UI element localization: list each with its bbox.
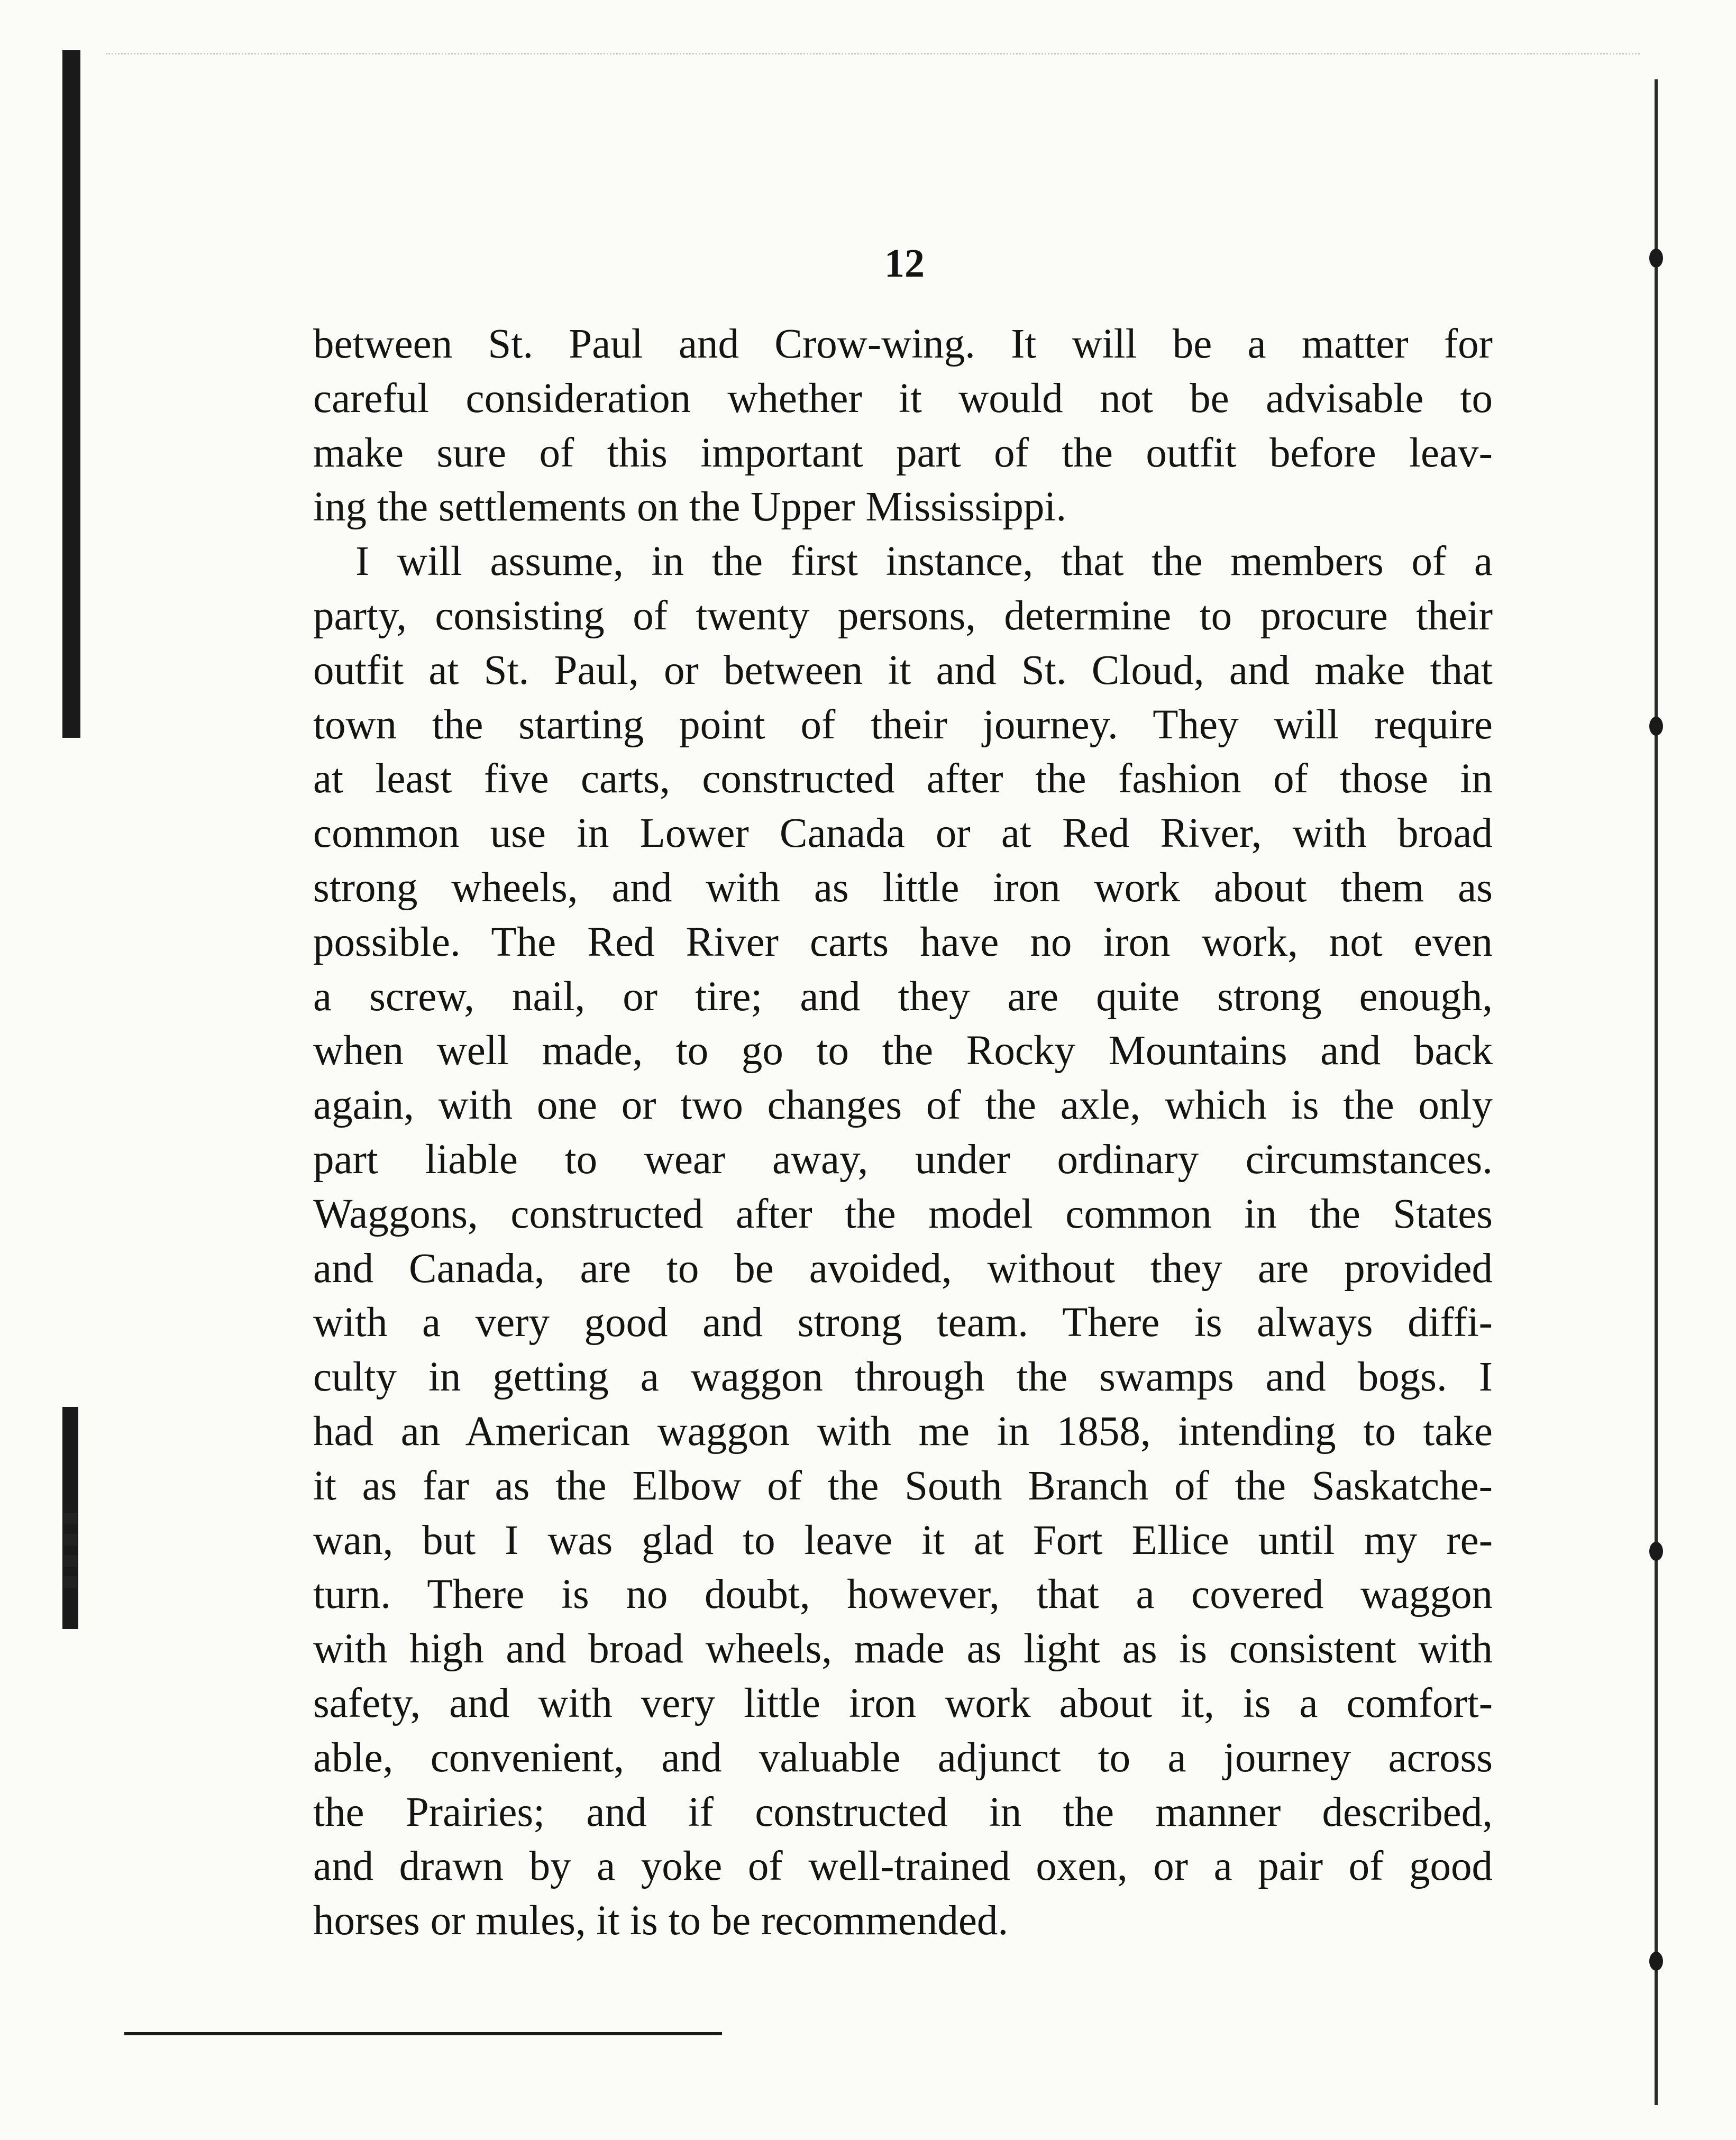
- scan-left-binding-shadow: [62, 50, 80, 738]
- text-line: make sure of this important part of the outfit before leav-: [313, 429, 1493, 476]
- text-line: outfit at St. Paul, or between it and St. Cloud, and make that: [313, 647, 1493, 693]
- scan-right-edge-knot: [1649, 249, 1663, 268]
- text-line: at least five carts, constructed after the fashion of those in: [313, 756, 1493, 802]
- scan-speck: [63, 1576, 77, 1588]
- page-number: 12: [884, 241, 925, 286]
- text-line: horses or mules, it is to be recommended.: [313, 1898, 1009, 1944]
- scan-speck: [63, 1555, 77, 1567]
- scan-speck: [63, 1513, 77, 1524]
- text-line: Waggons, constructed after the model common in the States: [313, 1191, 1493, 1237]
- text-line: and drawn by a yoke of well-trained oxen, or a pair of good: [313, 1843, 1493, 1890]
- scan-right-edge-knot: [1649, 1542, 1663, 1561]
- text-line: between St. Paul and Crow-wing. It will be a matter for: [313, 321, 1493, 367]
- text-line: safety, and with very little iron work about it, is a comfort-: [313, 1680, 1493, 1726]
- bottom-rule: [124, 2032, 722, 2035]
- text-line: strong wheels, and with as little iron work about them as: [313, 864, 1493, 911]
- text-line: party, consisting of twenty persons, determine to procure their: [313, 592, 1493, 639]
- text-line: when well made, to go to the Rocky Mountains and back: [313, 1028, 1493, 1074]
- text-line: part liable to wear away, under ordinary circumstances.: [313, 1136, 1493, 1183]
- scan-right-edge-knot: [1649, 717, 1663, 736]
- text-line: turn. There is no doubt, however, that a covered waggon: [313, 1571, 1493, 1618]
- text-line: possible. The Red River carts have no iron work, not even: [313, 919, 1493, 965]
- scan-top-edge-artifact: [106, 53, 1640, 54]
- text-line: a screw, nail, or tire; and they are quite strong enough,: [313, 973, 1493, 1020]
- text-line: able, convenient, and valuable adjunct to a journey across: [313, 1734, 1493, 1781]
- scan-right-edge-knot: [1649, 1952, 1663, 1971]
- scan-speck: [63, 1534, 77, 1545]
- scan-right-edge-line: [1655, 79, 1658, 2105]
- text-line: I will assume, in the first instance, that the members of a: [355, 538, 1493, 585]
- text-line: common use in Lower Canada or at Red River, with broad: [313, 810, 1493, 857]
- text-line: town the starting point of their journey. They will require: [313, 701, 1493, 748]
- text-line: the Prairies; and if constructed in the manner described,: [313, 1789, 1493, 1835]
- text-line: culty in getting a waggon through the swamps and bogs. I: [313, 1354, 1493, 1401]
- text-line: and Canada, are to be avoided, without they are provided: [313, 1245, 1493, 1292]
- text-line: wan, but I was glad to leave it at Fort Ellice until my re-: [313, 1517, 1493, 1563]
- text-line: with a very good and strong team. There is always diffi-: [313, 1300, 1493, 1346]
- body-text: [313, 317, 1493, 1949]
- text-line: had an American waggon with me in 1858, intending to take: [313, 1408, 1493, 1455]
- text-line: with high and broad wheels, made as light as is consistent with: [313, 1626, 1493, 1672]
- text-line: it as far as the Elbow of the South Branch of the Saskatche-: [313, 1462, 1493, 1509]
- text-line: ing the settlements on the Upper Mississippi.: [313, 484, 1067, 531]
- text-line: again, with one or two changes of the axle, which is the only: [313, 1082, 1493, 1129]
- text-line: careful consideration whether it would not be advisable to: [313, 375, 1493, 422]
